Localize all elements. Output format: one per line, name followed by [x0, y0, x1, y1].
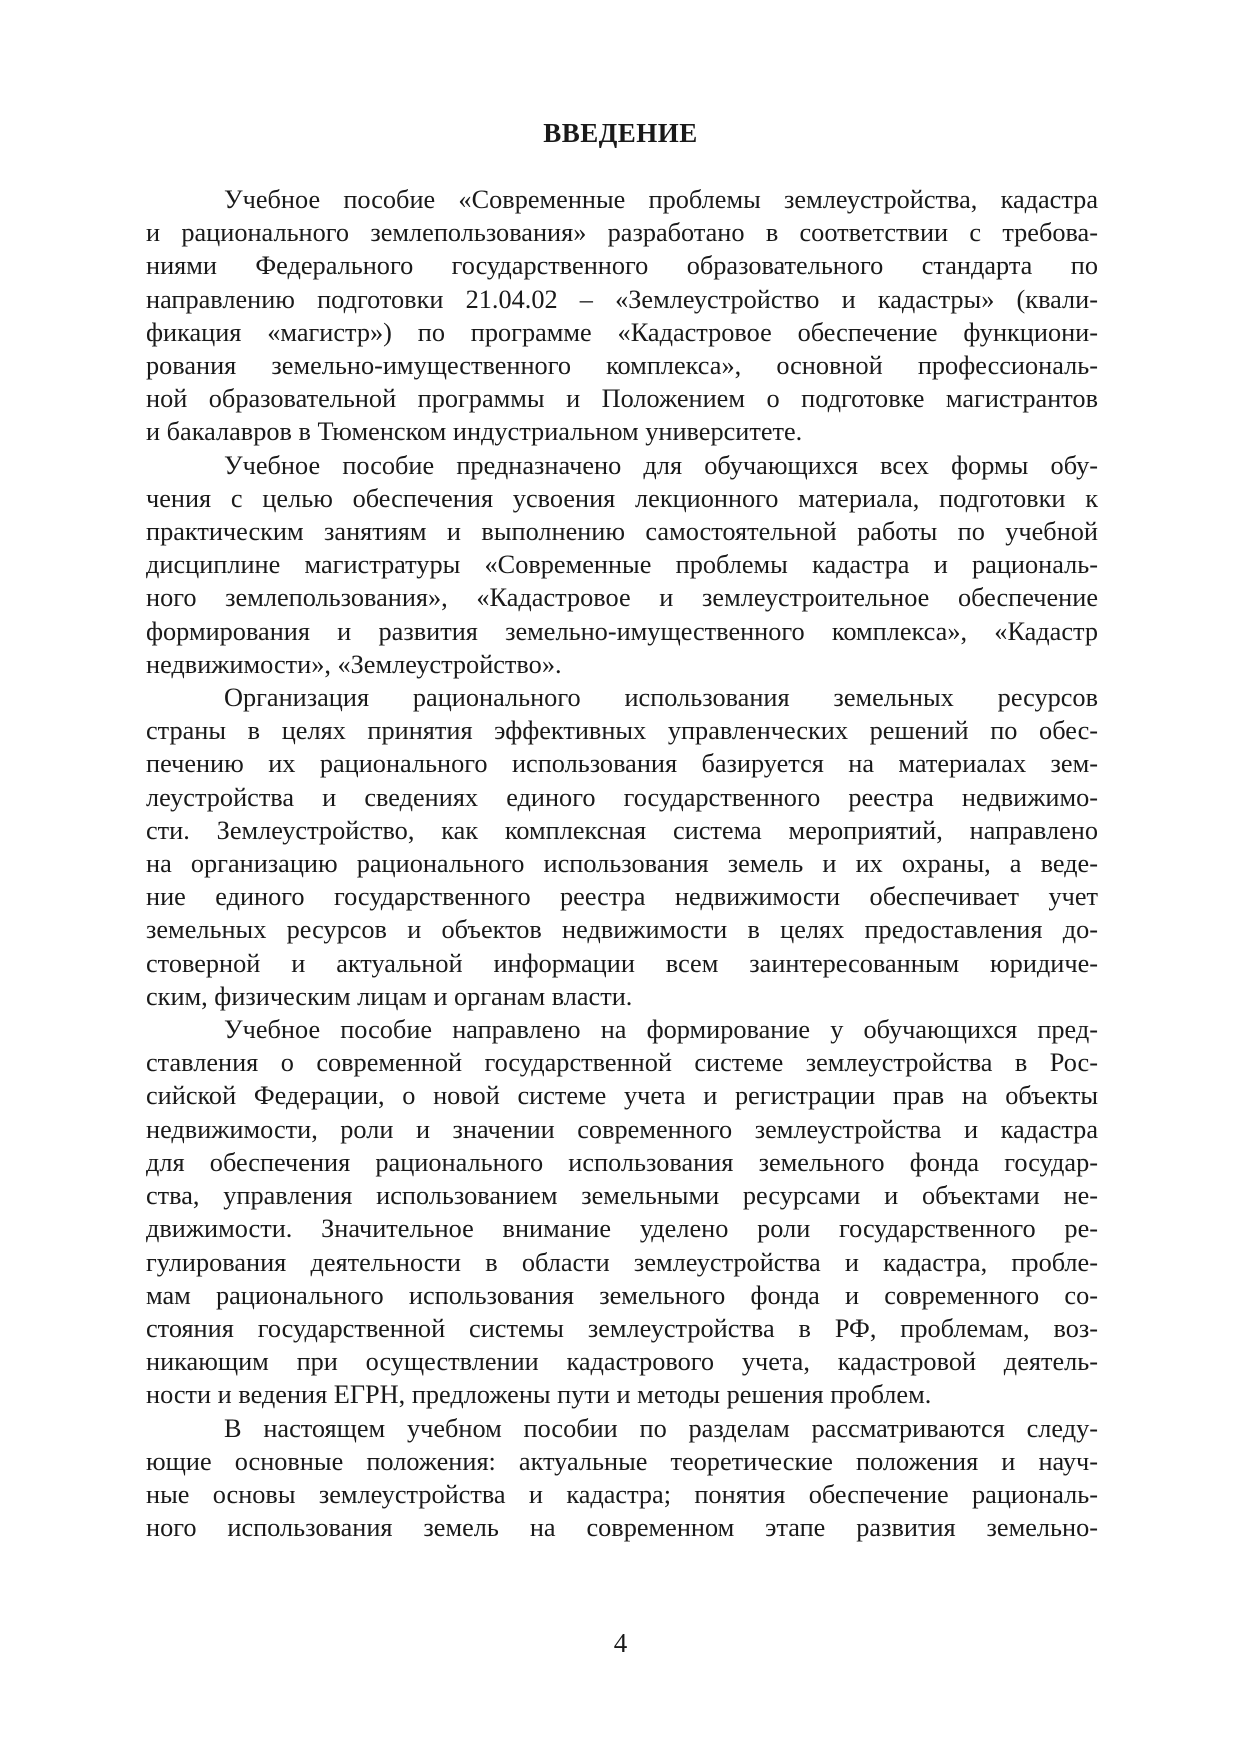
- text-line: недвижимости», «Землеустройство».: [146, 649, 562, 679]
- text-line: ные основы землеустройства и кадастра; понятия обеспечение рациональ-: [146, 1479, 1098, 1509]
- page-number: 4: [613, 1628, 628, 1658]
- paragraph: [146, 681, 1098, 1013]
- paragraph: [146, 183, 1098, 449]
- text-line: ставления о современной государственной системе землеустройства в Рос-: [146, 1048, 1098, 1078]
- text-line: недвижимости, роли и значении современного землеустройства и кадастра: [146, 1114, 1098, 1144]
- text-line: практическим занятиям и выполнению самостоятельной работы по учебной: [146, 517, 1098, 547]
- page-title: ВВЕДЕНИЕ: [543, 118, 698, 148]
- text-line: Учебное пособие «Современные проблемы землеустройства, кадастра: [224, 185, 1098, 214]
- text-line: мам рационального использования земельного фонда и современного со-: [146, 1280, 1098, 1310]
- text-line: ским, физическим лицам и органам власти.: [146, 981, 633, 1011]
- text-line: ние единого государственного реестра недвижимости обеспечивает учет: [146, 882, 1098, 912]
- text-line: Учебное пособие предназначено для обучающихся всех формы обу-: [224, 450, 1098, 480]
- text-line: формирования и развития земельно-имущественного комплекса», «Кадастр: [146, 616, 1098, 646]
- text-line: на организацию рационального использования земель и их охраны, а веде-: [146, 849, 1098, 879]
- text-line: направлению подготовки 21.04.02 – «Землеустройство и кадастры» (квали-: [146, 284, 1098, 314]
- text-line: ности и ведения ЕГРН, предложены пути и методы решения проблем.: [146, 1380, 932, 1410]
- paragraph: [146, 449, 1098, 681]
- text-line: чения с целью обеспечения усвоения лекционного материала, подготовки к: [146, 483, 1098, 513]
- text-line: В настоящем учебном пособии по разделам рассматриваются следу-: [224, 1413, 1098, 1443]
- text-line: движимости. Значительное внимание уделено роли государственного ре-: [146, 1214, 1098, 1244]
- text-line: ства, управления использованием земельными ресурсами и объектами не-: [146, 1181, 1098, 1211]
- text-line: ниями Федерального государственного образовательного стандарта по: [146, 251, 1098, 281]
- text-line: стоверной и актуальной информации всем заинтересованным юридиче-: [146, 948, 1098, 978]
- text-line: фикация «магистр») по программе «Кадастровое обеспечение функциони-: [146, 317, 1098, 347]
- text-line: для обеспечения рационального использования земельного фонда государ-: [146, 1147, 1098, 1177]
- body-text: [146, 183, 1098, 1544]
- text-line: сти. Землеустройство, как комплексная система мероприятий, направлено: [146, 815, 1098, 845]
- text-line: никающим при осуществлении кадастрового учета, кадастровой деятель-: [146, 1347, 1098, 1377]
- text-line: сийской Федерации, о новой системе учета и регистрации прав на объекты: [146, 1081, 1098, 1111]
- text-line: стояния государственной системы землеустройства в РФ, проблемам, воз-: [146, 1313, 1098, 1343]
- text-line: и бакалавров в Тюменском индустриальном университете.: [146, 417, 803, 447]
- text-line: ющие основные положения: актуальные теоретические положения и науч-: [146, 1446, 1098, 1476]
- text-line: гулирования деятельности в области землеустройства и кадастра, пробле-: [146, 1247, 1098, 1277]
- text-line: ного использования земель на современном этапе развития земельно-: [146, 1513, 1098, 1543]
- text-line: земельных ресурсов и объектов недвижимости в целях предоставления до-: [146, 915, 1098, 945]
- text-line: страны в целях принятия эффективных управленческих решений по обес-: [146, 716, 1098, 746]
- paragraph: [146, 1013, 1098, 1411]
- text-line: Организация рационального использования земельных ресурсов: [224, 683, 1098, 713]
- paragraph: [146, 1412, 1098, 1545]
- text-line: леустройства и сведениях единого государственного реестра недвижимо-: [146, 782, 1098, 812]
- text-line: рования земельно-имущественного комплекса», основной профессиональ-: [146, 351, 1098, 381]
- text-line: ной образовательной программы и Положением о подготовке магистрантов: [146, 384, 1098, 414]
- text-line: дисциплине магистратуры «Современные проблемы кадастра и рациональ-: [146, 550, 1098, 580]
- text-line: печению их рационального использования базируется на материалах зем-: [146, 749, 1098, 779]
- text-line: ного землепользования», «Кадастровое и землеустроительное обеспечение: [146, 583, 1098, 613]
- text-line: и рационального землепользования» разработано в соответствии с требова-: [146, 218, 1098, 248]
- text-line: Учебное пособие направлено на формирование у обучающихся пред-: [224, 1015, 1098, 1045]
